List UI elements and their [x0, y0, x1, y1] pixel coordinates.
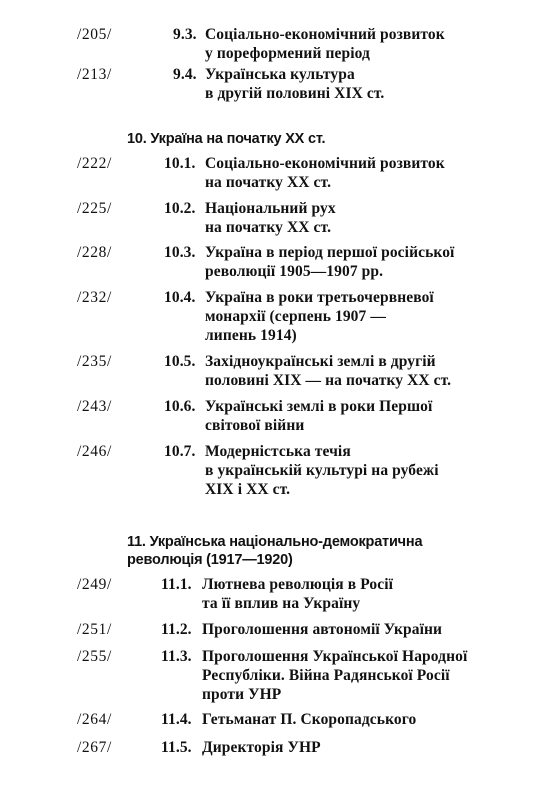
entry-title: Україна в роки третьочервневої монархії (серпень 1907 — липень 1914) [205, 289, 434, 344]
entry-number: 10.1. [164, 155, 196, 172]
page-number: /235/ [77, 353, 112, 370]
page-number: /222/ [77, 155, 112, 172]
entry-number: 10.5. [164, 353, 196, 370]
entry-title: Гетьманат П. Скоропадського [202, 711, 417, 728]
page-number: /267/ [77, 739, 112, 756]
entry-title: Проголошення Української Народної Республіки. Війна Радянської Росії проти УНР [202, 648, 468, 703]
entry-number: 10.7. [164, 443, 196, 460]
page-number: /205/ [77, 26, 112, 43]
page-number: /228/ [77, 244, 112, 261]
entry-number: 11.1. [161, 576, 192, 593]
entry-title: Проголошення автономії України [202, 621, 443, 638]
page-number: /246/ [77, 443, 112, 460]
entry-number: 11.3. [161, 648, 192, 665]
page-number: /264/ [77, 711, 112, 728]
page-number: /232/ [77, 289, 112, 306]
entry-title: Соціально-економічний розвиток у пореформений період [205, 26, 445, 62]
entry-number: 11.4. [161, 711, 192, 728]
entry-title: Модерністська течія в українській культурі на рубежі XIX і XX ст. [205, 443, 439, 498]
entry-title: Соціально-економічний розвиток на початку XX ст. [205, 155, 445, 191]
entry-title: Українські землі в роки Першої світової війни [205, 398, 433, 434]
entry-title: Лютнева революція в Росії та її вплив на Україну [202, 576, 394, 612]
page-number: /249/ [77, 576, 112, 593]
entry-title: Українська культура в другій половині XIX ст. [205, 66, 385, 102]
section-heading-10: 10. Україна на початку XX ст. [127, 131, 326, 147]
entry-number: 11.5. [161, 739, 192, 756]
entry-title: Західноукраїнські землі в другій половині XIX — на початку XX ст. [205, 353, 452, 389]
page-number: /213/ [77, 66, 112, 83]
page-number: /243/ [77, 398, 112, 415]
entry-title: Директорія УНР [202, 739, 321, 756]
page-number: /225/ [77, 200, 112, 217]
entry-number: 9.3. [173, 26, 197, 43]
entry-number: 10.3. [164, 244, 196, 261]
entry-title: Україна в період першої російської революції 1905—1907 рр. [205, 244, 455, 280]
page-number: /255/ [77, 648, 112, 665]
entry-number: 9.4. [173, 66, 197, 83]
page-number: /251/ [77, 621, 112, 638]
entry-number: 10.4. [164, 289, 196, 306]
entry-number: 11.2. [161, 621, 192, 638]
entry-number: 10.2. [164, 200, 196, 217]
section-heading-11: 11. Українська національно-демократична революція (1917—1920) [127, 534, 423, 568]
entry-title: Національний рух на початку XX ст. [205, 200, 336, 236]
entry-number: 10.6. [164, 398, 196, 415]
